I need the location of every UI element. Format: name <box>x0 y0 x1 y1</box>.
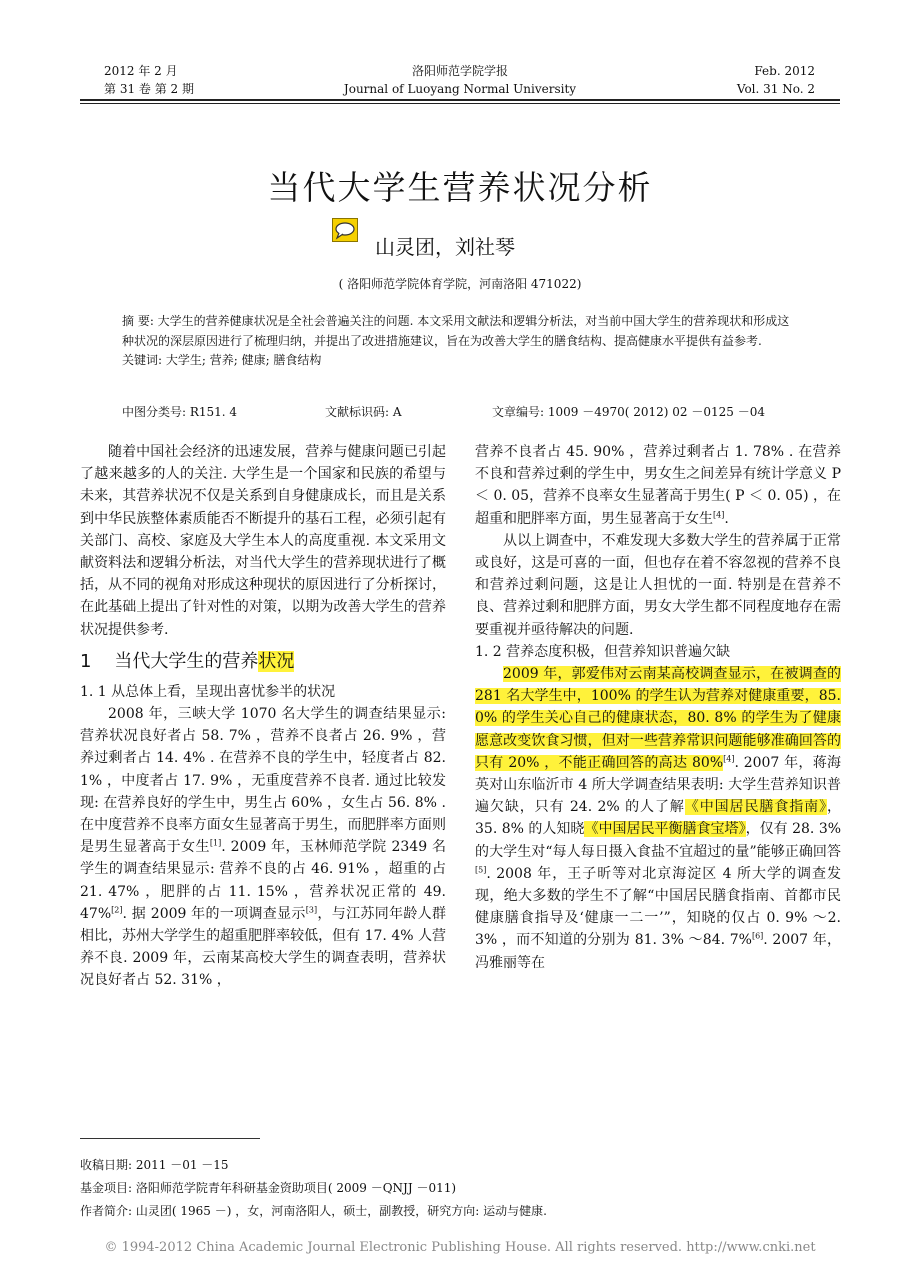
author-affiliation: ( 洛阳师范学院体育学院，河南洛阳 471022) <box>338 277 582 291</box>
copyright-notice: © 1994-2012 China Academic Journal Electronic Publishing House. All rights reserved. http://www.cnki.net <box>104 1240 816 1255</box>
keywords: 关键词: 大学生; 营养; 健康; 膳食结构 <box>122 353 322 367</box>
paragraph: 营养不良者占 45. 90% ，营养过剩者占 1. 78% . 在营养不良和营养过剩的学生中，男女生之间差异有统计学意义 P ＜ 0. 05，营养不良率女生显著高于男生( P ＜ 0. 05) ，在超重和肥胖率方面，男生显著高于女生[4]. <box>475 444 841 527</box>
citation[interactable]: [3] <box>305 905 318 915</box>
header-issue-en: Vol. 31 No. 2 <box>736 82 815 96</box>
citation[interactable]: [5] <box>475 865 487 875</box>
citation[interactable]: [2] <box>111 905 123 915</box>
section-heading-1 <box>80 647 446 677</box>
paragraph: 从以上调查中，不难发现大多数大学生的营养属于正常或良好，这是可喜的一面，但也存在着不容忽视的营养不良和营养过剩问题，这是让人担忧的一面. 特别是在营养不良、营养过剩和肥胖方面，男女大学生都不同程度地存在需要重视并亟待解决的问题. <box>475 532 841 638</box>
citation[interactable]: [4] <box>713 509 725 519</box>
section-number: 1 <box>80 650 92 672</box>
fund-info: 基金项目: 洛阳师范学院青年科研基金资助项目( 2009 －QNJJ －011) <box>80 1181 457 1195</box>
abstract-label: 摘 要: <box>122 314 154 328</box>
paper-title: 当代大学生营养状况分析 <box>267 168 653 207</box>
section-title-part: 当代大学生的营养 <box>114 650 259 672</box>
footnotes <box>80 1154 840 1223</box>
header-left <box>104 62 264 98</box>
highlighted-text[interactable]: 《中国居民平衡膳食宝塔》 <box>584 821 746 838</box>
left-column <box>80 441 446 992</box>
citation[interactable]: [6] <box>751 931 764 941</box>
right-column <box>475 441 841 974</box>
citation[interactable]: [4] <box>723 754 735 764</box>
journal-name-cn: 洛阳师范学院学报 <box>411 64 508 78</box>
journal-name-en: Journal of Luoyang Normal University <box>343 82 577 96</box>
header-center <box>340 62 580 98</box>
paper-authors: 山灵团，刘社琴 <box>375 235 515 259</box>
footnote-rule <box>80 1138 260 1139</box>
header-rule-thick <box>80 99 840 101</box>
comment-icon[interactable] <box>332 218 358 242</box>
highlighted-text[interactable]: 《中国居民膳食指南》 <box>684 799 828 816</box>
header-issue-cn: 第 31 卷 第 2 期 <box>104 82 194 96</box>
clc-number: 中图分类号: R151. 4 <box>122 405 238 419</box>
received-date: 收稿日期: 2011 －01 －15 <box>80 1158 229 1172</box>
highlighted-text[interactable]: 2009 年，郭爱伟对云南某高校调查显示，在被调查的 281 名大学生中，100% 的学生认为营养对健康重要，85. 0% 的学生关心自己的健康状态，80. 8% 的学生为了健康愿意改变饮食习惯，但对一些营养常识问题能够准确回答的只有 20% ，不能正确回答的高达 80% <box>475 666 841 771</box>
subsection-heading-1-2: 1. 2 营养态度积极，但营养知识普遍欠缺 <box>475 643 731 660</box>
header-rule-thin <box>80 103 840 104</box>
article-number: 文章编号: 1009 －4970( 2012) 02 －0125 －04 <box>492 405 765 419</box>
subsection-heading-1-1: 1. 1 从总体上看，呈现出喜忧参半的状况 <box>80 683 336 700</box>
highlighted-text[interactable]: 状况 <box>258 650 295 672</box>
citation[interactable]: [1] <box>209 838 222 848</box>
intro-paragraph: 随着中国社会经济的迅速发展，营养与健康问题已引起了越来越多的人的关注. 大学生是一个国家和民族的希望与未来，其营养状况不仅是关系到自身健康成长，而且是关系到中华民族整体素质能否不断提升的基石工程，必须引起有关部门、高校、家庭及大学生本人的高度重视. 本文采用文献资料法和逻辑分析法，对当代大学生的营养现状进行了概括，从不同的视角对形成这种现状的原因进行了分析探讨，在此基础上提出了针对性的对策，以期为改善大学生的营养状况提供参考. <box>80 444 446 638</box>
header-date-en: Feb. 2012 <box>754 64 815 78</box>
document-code: 文献标识码: A <box>325 405 402 419</box>
paragraph: 2008 年，三峡大学 1070 名大学生的调查结果显示: 营养状况良好者占 58. 7% ，营养不良者占 26. 9% ，营养过剩者占 14. 4% . 在营养不良的学生中，轻度者占 82. 1% ，中度者占 17. 9% ，无重度营养不良者. 通过比较发现: 在营养良好的学生中，男生占 60% ，女生占 56. 8% . 在中度营养不良率方面女生显著高于男生，而肥胖率方面则是男生显著高于女生[1]. 2009 年，玉林师范学院 2349 名学生的调查结果显示: 营养不良的占 46. 91% ，超重的占 21. 47% ，肥胖的占 11. 15% ，营养状况正常的 49. 47%[2]. 据 2009 年的一项调查显示[3]，与江苏同年龄人群相比，苏州大学学生的超重肥胖率较低，但有 17. 4% 人营养不良. 2009 年，云南某高校大学生的调查表明，营养状况良好者占 52. 31% ， <box>80 706 447 989</box>
abstract <box>122 312 800 371</box>
header-date-cn: 2012 年 2 月 <box>104 64 178 78</box>
paragraph: 2009 年，郭爱伟对云南某高校调查显示，在被调查的 281 名大学生中，100% 的学生认为营养对健康重要，85. 0% 的学生关心自己的健康状态，80. 8% 的学生为了健康愿意改变饮食习惯，但对一些营养常识问题能够准确回答的只有 20% ，不能正确回答的高达 80%[4]. 2007 年，蒋海英对山东临沂市 4 所大学调查结果表明: 大学生营养知识普遍欠缺，只有 24. 2% 的人了解《中国居民膳食指南》，35. 8% 的人知晓《中国居民平衡膳食宝塔》，仅有 28. 3% 的大学生对“每人每日摄入食盐不宜超过的量”能够正确回答[5]. 2008 年，王子昕等对北京海淀区 4 所大学的调查发现，绝大多数的学生不了解“中国居民膳食指南、首都市民健康膳食指导及‘健康一二一’”，知晓的仅占 0. 9% ～2. 3% ，而不知道的分别为 81. 3% ～84. 7%[6]. 2007 年，冯雅丽等在 <box>475 666 842 971</box>
author-bio: 作者简介: 山灵团( 1965 －) ，女，河南洛阳人，硕士，副教授，研究方向: 运动与健康. <box>80 1204 547 1218</box>
abstract-text: 大学生的营养健康状况是全社会普遍关注的问题. 本文采用文献法和逻辑分析法，对当前中国大学生的营养现状和形成这种状况的深层原因进行了梳理归纳，并提出了改进措施建议，旨在为改善大学生的膳食结构、提高健康水平提供有益参考. <box>122 314 790 348</box>
header-right <box>700 62 815 98</box>
